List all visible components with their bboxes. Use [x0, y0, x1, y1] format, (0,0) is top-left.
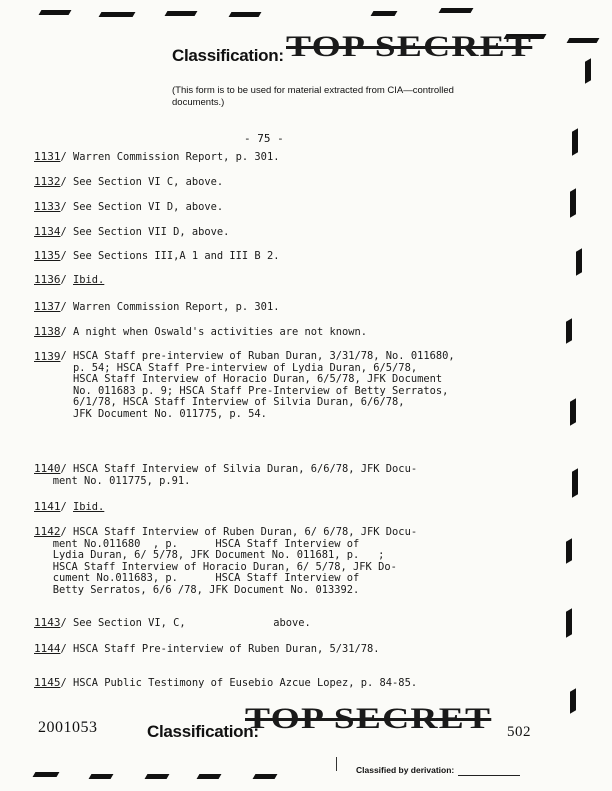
footnote-1139: 1139 / HSCA Staff pre-interview of Ruban Duran, 3/31/78, No. 011680, p. 54; HSCA Staff Pre-interview of Lydia Duran, 6/5/78, HSCA Staff Interview of Horacio Duran, 6/5/78, JFK Document No. 011683 p. 9; HSCA Staff Pre-Interview of Betty Serratos, 6/1/78, HSCA Staff Interview of Silvia Duran, 6/6/78, JFK Document No. 011775, p. 54.	[34, 350, 455, 420]
document-id: 2001053	[38, 719, 98, 736]
footnote-text: See Section VI, C, above.	[73, 617, 311, 629]
footnote-text: See Sections III,A 1 and III B 2.	[73, 250, 280, 262]
footnote-number: 1141	[34, 500, 61, 513]
footnote-text: HSCA Staff Interview of Silvia Duran, 6/6/78, JFK Docu- ment No. 011775, p.91.	[52, 463, 418, 487]
derivation-blank-line	[458, 775, 520, 776]
footnote-text: Warren Commission Report, p. 301.	[73, 301, 280, 313]
footnote-number: 1133	[34, 200, 61, 213]
footnote-1132: 1132/ See Section VI C, above.	[34, 175, 224, 188]
form-usage-note: (This form is to be used for material extracted from CIA—controlled documents.)	[172, 85, 454, 108]
footer-top-secret-stamp: TOP SECRET	[245, 702, 492, 735]
footnote-text: HSCA Staff Interview of Ruben Duran, 6/ 6/78, JFK Docu- ment No.011680 , p. HSCA Staff Interview of Lydia Duran, 6/ 5/78, JFK Document No. 011681, p. ; HSCA Staff Interview of Horacio Duran, 6/ 5/78, JFK Do- cument No.011683, p. HSCA Staff Interview of Betty Serratos, 6/6 /78, JFK Document No. 013392.	[52, 526, 418, 596]
footnote-number: 1139	[34, 350, 61, 363]
footnote-1138: 1138/ A night when Oswald's activities are not known.	[34, 325, 368, 338]
footnote-text: Ibid.	[73, 501, 105, 513]
footnote-number: 1135	[34, 249, 61, 262]
footnote-text: See Section VI D, above.	[73, 201, 224, 213]
footnote-text: Warren Commission Report, p. 301.	[73, 151, 280, 163]
top-secret-stamp: TOP SECRET	[286, 30, 533, 63]
footer-classification-label: Classification:	[147, 722, 259, 741]
footnote-text: HSCA Staff pre-interview of Ruban Duran, 3/31/78, No. 011680, p. 54; HSCA Staff Pre-interview of Lydia Duran, 6/5/78, HSCA Staff Interview of Horacio Duran, 6/5/78, JFK Document No. 011683 p. 9; HSCA Staff Pre-Interview of Betty Serratos, 6/1/78, HSCA Staff Interview of Silvia Duran, 6/6/78, JFK Document No. 011775, p. 54.	[73, 350, 455, 420]
footnote-number: 1142	[34, 525, 61, 538]
footnote-number: 1132	[34, 175, 61, 188]
footnote-1133: 1133/ See Section VI D, above.	[34, 200, 224, 213]
footnote-1141: 1141/ Ibid.	[34, 500, 105, 513]
footnote-text: See Section VI C, above.	[73, 176, 224, 188]
footnote-1134: 1134/ See Section VII D, above.	[34, 225, 230, 238]
footnote-1131: 1131/ Warren Commission Report, p. 301.	[34, 150, 280, 163]
margin-tick	[336, 757, 337, 771]
footnote-1137: 1137/ Warren Commission Report, p. 301.	[34, 300, 280, 313]
footnote-number: 1144	[34, 642, 61, 655]
classification-label: Classification:	[172, 46, 284, 65]
footnote-number: 1140	[34, 462, 61, 475]
footnote-text: Ibid.	[73, 274, 105, 286]
footnote-text: HSCA Staff Pre-interview of Ruben Duran, 5/31/78.	[73, 643, 380, 655]
footnote-1135: 1135/ See Sections III,A 1 and III B 2.	[34, 249, 280, 262]
footnote-1144: 1144/ HSCA Staff Pre-interview of Ruben Duran, 5/31/78.	[34, 642, 380, 655]
footnote-1143: 1143/ See Section VI, C, above.	[34, 616, 311, 629]
footnote-text: See Section VII D, above.	[73, 226, 230, 238]
footnote-1140: 1140/ HSCA Staff Interview of Silvia Duran, 6/6/78, JFK Docu- ment No. 011775, p.91.	[34, 462, 418, 487]
page-number: - 75 -	[244, 132, 284, 145]
footnote-number: 1137	[34, 300, 61, 313]
footer-page-number: 502	[507, 724, 531, 740]
footnote-1145: 1145/ HSCA Public Testimony of Eusebio Azcue Lopez, p. 84-85.	[34, 676, 418, 689]
footnote-number: 1145	[34, 676, 61, 689]
derivation-label: Classified by derivation:	[356, 765, 455, 775]
footnote-number: 1143	[34, 616, 61, 629]
footnote-number: 1138	[34, 325, 61, 338]
footnote-number: 1131	[34, 150, 61, 163]
footnote-text: HSCA Public Testimony of Eusebio Azcue Lopez, p. 84-85.	[73, 677, 418, 689]
footnote-number: 1136	[34, 273, 61, 286]
footnote-1142: 1142/ HSCA Staff Interview of Ruben Duran, 6/ 6/78, JFK Docu- ment No.011680 , p. HSCA Staff Interview of Lydia Duran, 6/ 5/78, JFK Document No. 011681, p. ; HSCA Staff Interview of Horacio Duran, 6/ 5/78, JFK Do- cument No.011683, p. HSCA Staff Interview of Betty Serratos, 6/6 /78, JFK Document No. 013392.	[34, 525, 418, 596]
footnote-number: 1134	[34, 225, 61, 238]
footnote-text: A night when Oswald's activities are not known.	[73, 326, 368, 338]
footnote-1136: 1136/ Ibid.	[34, 273, 105, 286]
